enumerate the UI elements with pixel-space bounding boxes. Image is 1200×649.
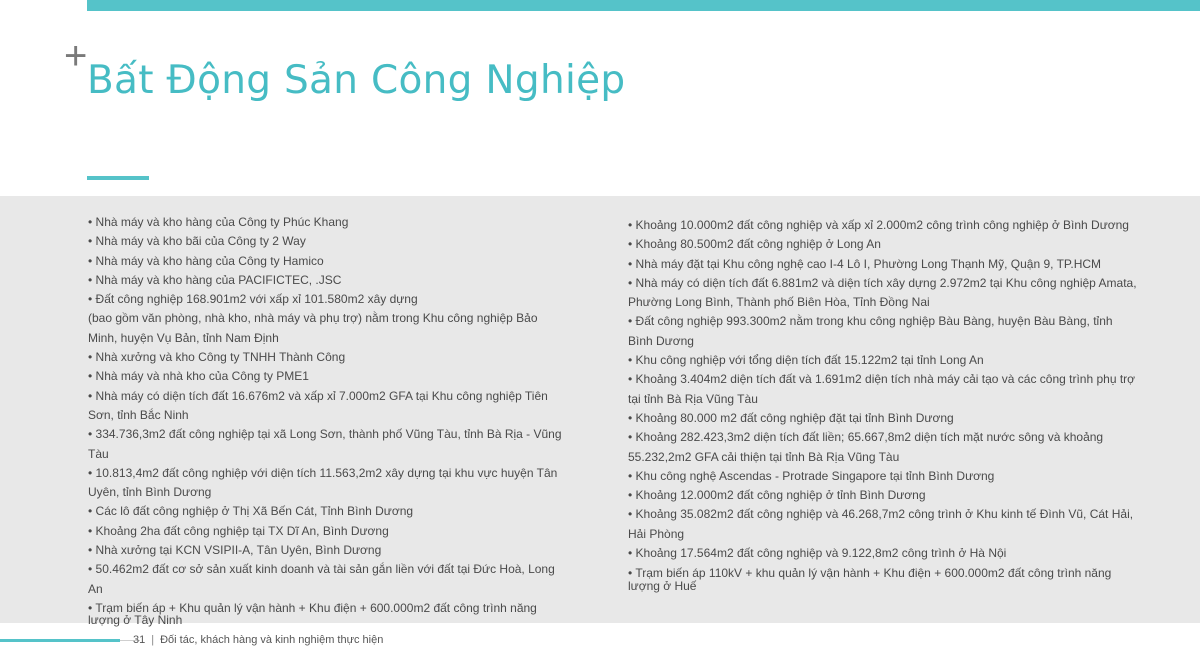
list-item: • Nhà xưởng tại KCN VSIPII-A, Tân Uyên, Bình Dương [88,543,382,558]
page-number: 31 [133,634,146,646]
list-item: • Khoảng 10.000m2 đất công nghiệp và xấp xỉ 2.000m2 công trình công nghiệp ở Bình Dương [628,218,1129,232]
list-item: • Nhà máy và kho bãi của Công ty 2 Way [88,234,306,249]
list-item: • Khu công nghệ Ascendas - Protrade Singapore tại tỉnh Bình Dương [628,468,995,483]
list-item: • Các lô đất công nghiệp ở Thị Xã Bến Cát, Tỉnh Bình Dương [88,504,414,519]
section-title: Đối tác, khách hàng và kinh nghiệm thực hiện [160,634,384,646]
list-item: • Khoảng 17.564m2 đất công nghiệp và 9.122,8m2 công trình ở Hà Nội [628,546,1007,561]
list-item: • Nhà máy đặt tại Khu công nghệ cao I-4 Lô I, Phường Long Thạnh Mỹ, Quận 9, TP.HCM [628,256,1102,271]
list-item: • Nhà máy có diện tích đất 6.881m2 và diện tích xây dựng 2.972m2 tại Khu công nghiệp Amata, Phường Long Bình, Thành phố Biên Hòa, Tỉnh Đồng Nai [628,275,1137,310]
list-item: • Khoảng 3.404m2 diện tích đất và 1.691m2 diện tích nhà máy cải tạo và các công trình phụ trợ tại tỉnh Bà Rịa Vũng Tàu [628,372,1136,406]
left-project-list [88,213,568,627]
page-footer [133,633,383,647]
list-item: • 50.462m2 đất cơ sở sản xuất kinh doanh và tài sản gắn liền với đất tại Đức Hoà, Long An [88,562,555,596]
list-item: • Khoảng 12.000m2 đất công nghiệp ở tỉnh Bình Dương [628,488,926,503]
list-item: • 334.736,3m2 đất công nghiệp tại xã Long Sơn, thành phố Vũng Tàu, tỉnh Bà Rịa - Vũng Tàu [88,427,562,461]
page-title: Bất Động Sản Công Nghiệp [87,58,626,103]
list-item: • Khu công nghiệp với tổng diện tích đất 15.122m2 tại tỉnh Long An [628,353,984,368]
list-item: • Nhà máy có diện tích đất 16.676m2 và xấp xỉ 7.000m2 GFA tại Khu công nghiệp Tiên Sơn, tỉnh Bắc Ninh [88,388,548,422]
list-item: • Khoảng 35.082m2 đất công nghiệp và 46.268,7m2 công trình ở Khu kinh tế Đình Vũ, Cát Hải, Hải Phòng [628,507,1134,541]
list-item: • Đất công nghiệp 168.901m2 với xấp xỉ 101.580m2 xây dựng [88,292,418,307]
list-item: • Nhà máy và nhà kho của Công ty PME1 [88,369,309,384]
list-item: • Khoảng 80.000 m2 đất công nghiệp đặt tại tỉnh Bình Dương [628,410,954,425]
list-item: • 10.813,4m2 đất công nghiệp với diện tích 11.563,2m2 xây dựng tại khu vực huyện Tân Uyên, tỉnh Bình Dương [88,465,558,500]
list-item: • Đất công nghiệp 993.300m2 nằm trong khu công nghiệp Bàu Bàng, huyện Bàu Bàng, tỉnh Bình Dương [628,314,1113,348]
list-item: • Nhà máy và kho hàng của Công ty Hamico [88,253,324,268]
footer-accent-bar [0,639,120,642]
list-item: (bao gồm văn phòng, nhà kho, nhà máy và phụ trợ) nằm trong Khu công nghiệp Bảo Minh, huyện Vụ Bản, tỉnh Nam Định [88,311,538,345]
right-project-list [628,216,1138,592]
footer-separator: | [151,634,155,646]
list-item: • Trạm biến áp + Khu quản lý vận hành + Khu điện + 600.000m2 đất công trình năng lượng ở Tây Ninh [88,600,537,628]
list-item: • Nhà máy và kho hàng của Công ty Phúc Khang [88,215,349,229]
list-item: • Khoảng 2ha đất công nghiệp tại TX Dĩ An, Bình Dương [88,523,389,538]
list-item: • Khoảng 282.423,3m2 diện tích đất liền; 65.667,8m2 diện tích mặt nước sông và khoảng 55.232,2m2 GFA cải thiện tại tỉnh Bà Rịa Vũng Tàu [628,430,1104,464]
plus-icon: + [64,34,88,78]
list-item: • Nhà xưởng và kho Công ty TNHH Thành Công [88,350,346,365]
list-item: • Nhà máy và kho hàng của PACIFICTEC, .JSC [88,272,342,287]
top-accent-bar [87,0,1200,11]
list-item: • Trạm biến áp 110kV + khu quản lý vận hành + Khu điện + 600.000m2 đất công trình năng lượng ở Huế [628,566,1112,593]
title-underline [87,176,149,180]
list-item: • Khoảng 80.500m2 đất công nghiệp ở Long An [628,237,881,252]
